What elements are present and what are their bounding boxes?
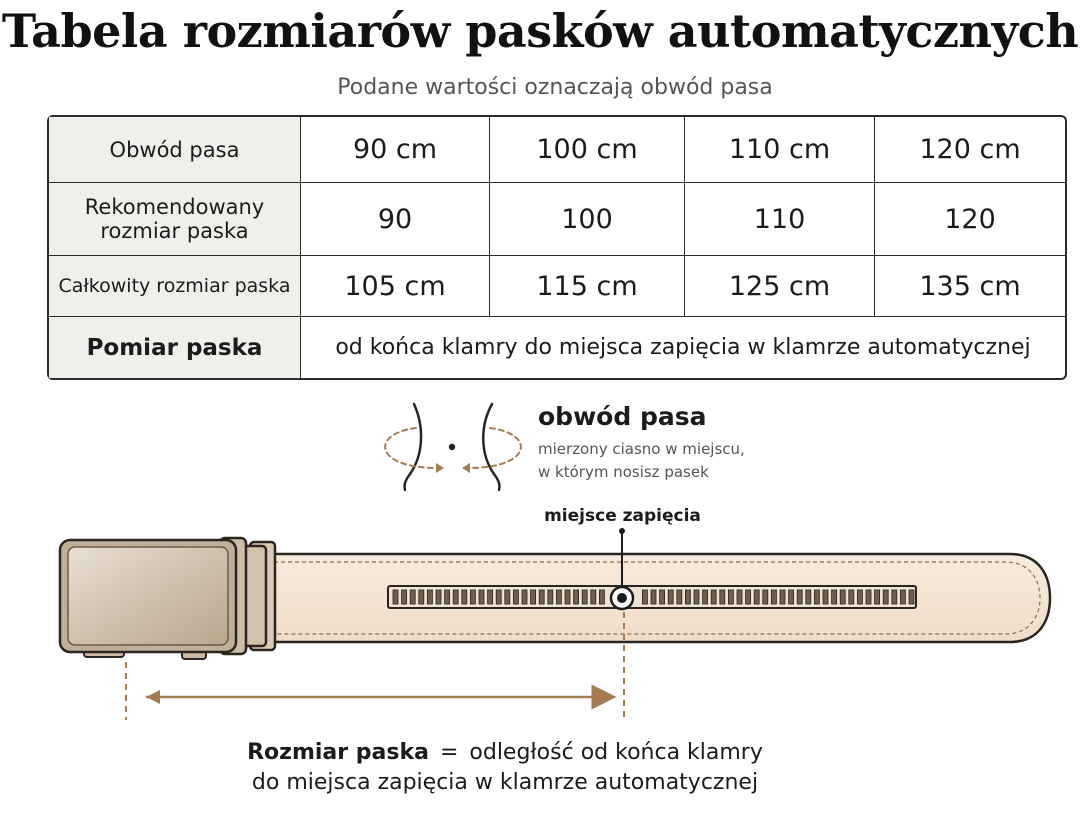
- ratchet-tooth: [488, 590, 493, 604]
- ratchet-tooth: [797, 590, 802, 604]
- ratchet-tooth: [703, 590, 708, 604]
- ratchet-tooth: [780, 590, 785, 604]
- waist-icon: [385, 404, 521, 490]
- table-cell: 110: [685, 183, 875, 256]
- ratchet-tooth: [427, 590, 432, 604]
- ratchet-tooth: [849, 590, 854, 604]
- table-cell: 90 cm: [301, 117, 490, 183]
- formula-equals: =: [439, 740, 459, 765]
- ratchet-tooth: [582, 590, 587, 604]
- table-cell: 100: [490, 183, 685, 256]
- page-title: Tabela rozmiarów pasków automatycznych: [1, 4, 1079, 58]
- table-cell: 110 cm: [685, 117, 875, 183]
- ratchet-tooth: [900, 590, 905, 604]
- ratchet-tooth: [883, 590, 888, 604]
- ratchet-tooth: [728, 590, 733, 604]
- ratchet-tooth: [685, 590, 690, 604]
- table-cell: 135 cm: [875, 256, 1065, 317]
- formula-definition: odległość od końca klamry: [469, 740, 763, 765]
- waist-description-line: mierzony ciasno w miejscu,: [538, 440, 745, 458]
- ratchet-track: [393, 590, 914, 604]
- ratchet-tooth: [746, 590, 751, 604]
- waist-label: obwód pasa: [538, 402, 707, 431]
- table-cell: 100 cm: [490, 117, 685, 183]
- ratchet-tooth: [789, 590, 794, 604]
- ratchet-tooth: [496, 590, 501, 604]
- row-label-line: rozmiar paska: [100, 219, 249, 243]
- subtitle: Podane wartości oznaczają obwód pasa: [337, 75, 773, 100]
- ratchet-tooth: [419, 590, 424, 604]
- ratchet-tooth: [402, 590, 407, 604]
- waist-description: [538, 438, 745, 484]
- fastening-point-label: miejsce zapięcia: [544, 506, 701, 526]
- ratchet-tooth: [436, 590, 441, 604]
- ratchet-tooth: [462, 590, 467, 604]
- ratchet-tooth: [814, 590, 819, 604]
- table-cell: 120: [875, 183, 1065, 256]
- table-cell: 115 cm: [490, 256, 685, 317]
- ratchet-tooth: [694, 590, 699, 604]
- table-cell: 90: [301, 183, 490, 256]
- ratchet-tooth: [565, 590, 570, 604]
- ratchet-tooth: [642, 590, 647, 604]
- ratchet-tooth: [875, 590, 880, 604]
- ratchet-tooth: [866, 590, 871, 604]
- measure-note: od końca klamry do miejsca zapięcia w klamrze automatycznej: [335, 335, 1031, 360]
- ratchet-tooth: [393, 590, 398, 604]
- ratchet-tooth: [660, 590, 665, 604]
- row-label-waist: Obwód pasa: [49, 117, 301, 183]
- ratchet-tooth: [754, 590, 759, 604]
- ratchet-tooth: [771, 590, 776, 604]
- belt-size-formula: [0, 738, 1010, 798]
- ratchet-tooth: [453, 590, 458, 604]
- ratchet-tooth: [531, 590, 536, 604]
- ratchet-tooth: [505, 590, 510, 604]
- table-cell: 125 cm: [685, 256, 875, 317]
- row-label-measure: Pomiar paska: [49, 317, 301, 378]
- ratchet-tooth: [857, 590, 862, 604]
- ratchet-tooth: [539, 590, 544, 604]
- ratchet-tooth: [651, 590, 656, 604]
- ratchet-tooth: [470, 590, 475, 604]
- ratchet-tooth: [832, 590, 837, 604]
- ratchet-tooth: [445, 590, 450, 604]
- ratchet-tooth: [763, 590, 768, 604]
- waist-description-line: w którym nosisz pasek: [538, 463, 709, 481]
- formula-term: Rozmiar paska: [247, 740, 429, 765]
- buckle-icon: [60, 538, 275, 659]
- ratchet-tooth: [548, 590, 553, 604]
- ratchet-tooth: [668, 590, 673, 604]
- table-cell: 120 cm: [875, 117, 1065, 183]
- ratchet-tooth: [479, 590, 484, 604]
- ratchet-tooth: [574, 590, 579, 604]
- ratchet-tooth: [522, 590, 527, 604]
- ratchet-tooth: [737, 590, 742, 604]
- ratchet-tooth: [677, 590, 682, 604]
- ratchet-tooth: [410, 590, 415, 604]
- row-label-total: Całkowity rozmiar paska: [49, 256, 301, 317]
- ratchet-tooth: [823, 590, 828, 604]
- ratchet-tooth: [892, 590, 897, 604]
- ratchet-tooth: [840, 590, 845, 604]
- table-cell: 105 cm: [301, 256, 490, 317]
- formula-line: [0, 738, 1010, 768]
- ratchet-tooth: [591, 590, 596, 604]
- ratchet-tooth: [720, 590, 725, 604]
- belt-strap: [268, 554, 1050, 642]
- ratchet-tooth: [909, 590, 914, 604]
- ratchet-tooth: [599, 590, 604, 604]
- formula-line: do miejsca zapięcia w klamrze automatycznej: [251, 770, 759, 795]
- ratchet-tooth: [556, 590, 561, 604]
- ratchet-tooth: [711, 590, 716, 604]
- ratchet-tooth: [806, 590, 811, 604]
- ratchet-tooth: [513, 590, 518, 604]
- row-label-line: Rekomendowany: [84, 195, 265, 219]
